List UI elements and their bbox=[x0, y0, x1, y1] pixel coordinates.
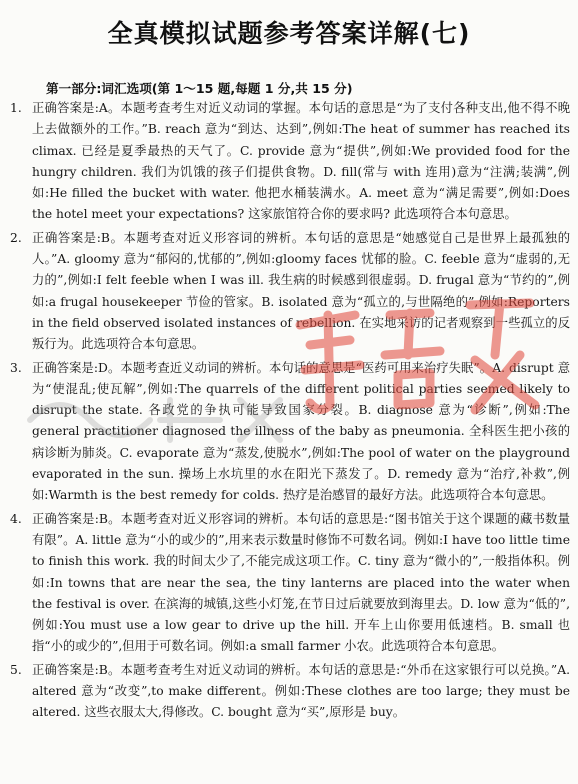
item-text: 正确答案是:B。本题考查考生对近义动词的辨析。本句话的意思是:“外币在这家银行可以兑换。”A. altered 意为“改变”,to make different。例如:These clothes are too large; they must be altered. 这些衣服太大,得修改。C. bought 意为“买”,原形是 buy。 bbox=[32, 662, 570, 720]
item-number: 5. bbox=[10, 662, 22, 677]
page-title: 全真模拟试题参考答案详解(七) bbox=[107, 19, 471, 48]
item-number: 3. bbox=[10, 360, 22, 375]
answer-item-3 bbox=[10, 358, 570, 507]
item-text: 正确答案是:B。本题考查对近义形容词的辨析。本句话的意思是“她感觉自己是世界上最孤独的人。”A. gloomy 意为“郁闷的,忧郁的”,例如:gloomy faces 忧郁的脸。C. feeble 意为“虚弱的,无力的”,例如:I felt feeble when I was ill. 我生病的时候感到很虚弱。D. frugal 意为“节约的”,例如:a frugal housekeeper 节俭的管家。B. isolated 意为“孤立的,与世隔绝的”,例如:Reporters in the field observed isolated instances of rebellion. 在实地采访的记者观察到一些孤立的反叛行为。此选项符合本句意思。 bbox=[32, 230, 570, 352]
item-number: 1. bbox=[10, 101, 22, 115]
answers-list bbox=[10, 98, 570, 726]
item-text: 正确答案是:B。本题考查对近义形容词的辨析。本句话的意思是:“图书馆关于这个课题的藏书数量有限”。A. little 意为“小的或少的”,用来表示数量时修饰不可数名词。例如:I have too little time to finish this work. 我的时间太少了,不能完成这项工作。C. tiny 意为“微小的”,一般指体积。例如:In towns that are near the sea, the tiny lanterns are placed into the water when the festival is over. 在滨海的城镇,这些小灯笼,在节日过后就要放到海里去。D. low 意为“低的”,例如:You must use a low gear to drive up the hill. 开车上山你要用低速档。B. small 也指“小的或少的”,但用于可数名词。例如:a small farmer 小农。此选项符合本句意思。 bbox=[32, 511, 570, 654]
item-text: 正确答案是:A。本题考查考生对近义动词的掌握。本句话的意思是“为了支付各种支出,他不得不晚上去做额外的工作。”B. reach 意为“到达、达到”,例如:The heat of summer has reached its climax. 已经是夏季最热的天气了。C. provide 意为“提供”,例如:We provided food for the hungry children. 我们为饥饿的孩子们提供食物。D. fill(常与 with 连用)意为“注满;装满”,例如:He filled the bucket with water. 他把水桶装满水。A. meet 意为“满足需要”,例如:Does the hotel meet your expectations? 这家旅馆符合你的要求吗? 此选项符合本句意思。 bbox=[32, 101, 570, 222]
item-number: 4. bbox=[10, 511, 22, 526]
answer-item-4 bbox=[10, 509, 570, 658]
answer-item-2 bbox=[10, 228, 570, 356]
answer-item-1 bbox=[10, 98, 570, 226]
section-heading: 第一部分:词汇选项(第 1～15 题,每题 1 分,共 15 分) bbox=[46, 81, 353, 96]
item-text: 正确答案是:D。本题考查近义动词的辨析。本句话的意思是“医药可用来治疗失眠”。A. disrupt 意为“使混乱;使瓦解”,例如:The quarrels of the different political parties seemed likely to disrupt the state. 各政党的争执可能导致国家分裂。B. diagnose 意为“诊断”,例如:The general practitioner diagnosed the illness of the baby as pneumonia. 全科医生把小孩的病诊断为肺炎。C. evaporate 意为“蒸发,使脱水”,例如:The pool of water on the playground evaporated in the sun. 操场上水坑里的水在阳光下蒸发了。D. remedy 意为“治疗,补救”,例如:Warmth is the best remedy for colds. 热疗是治感冒的最好方法。此选项符合本句意思。 bbox=[32, 360, 570, 503]
answer-item-5 bbox=[10, 660, 570, 724]
item-number: 2. bbox=[10, 230, 22, 245]
